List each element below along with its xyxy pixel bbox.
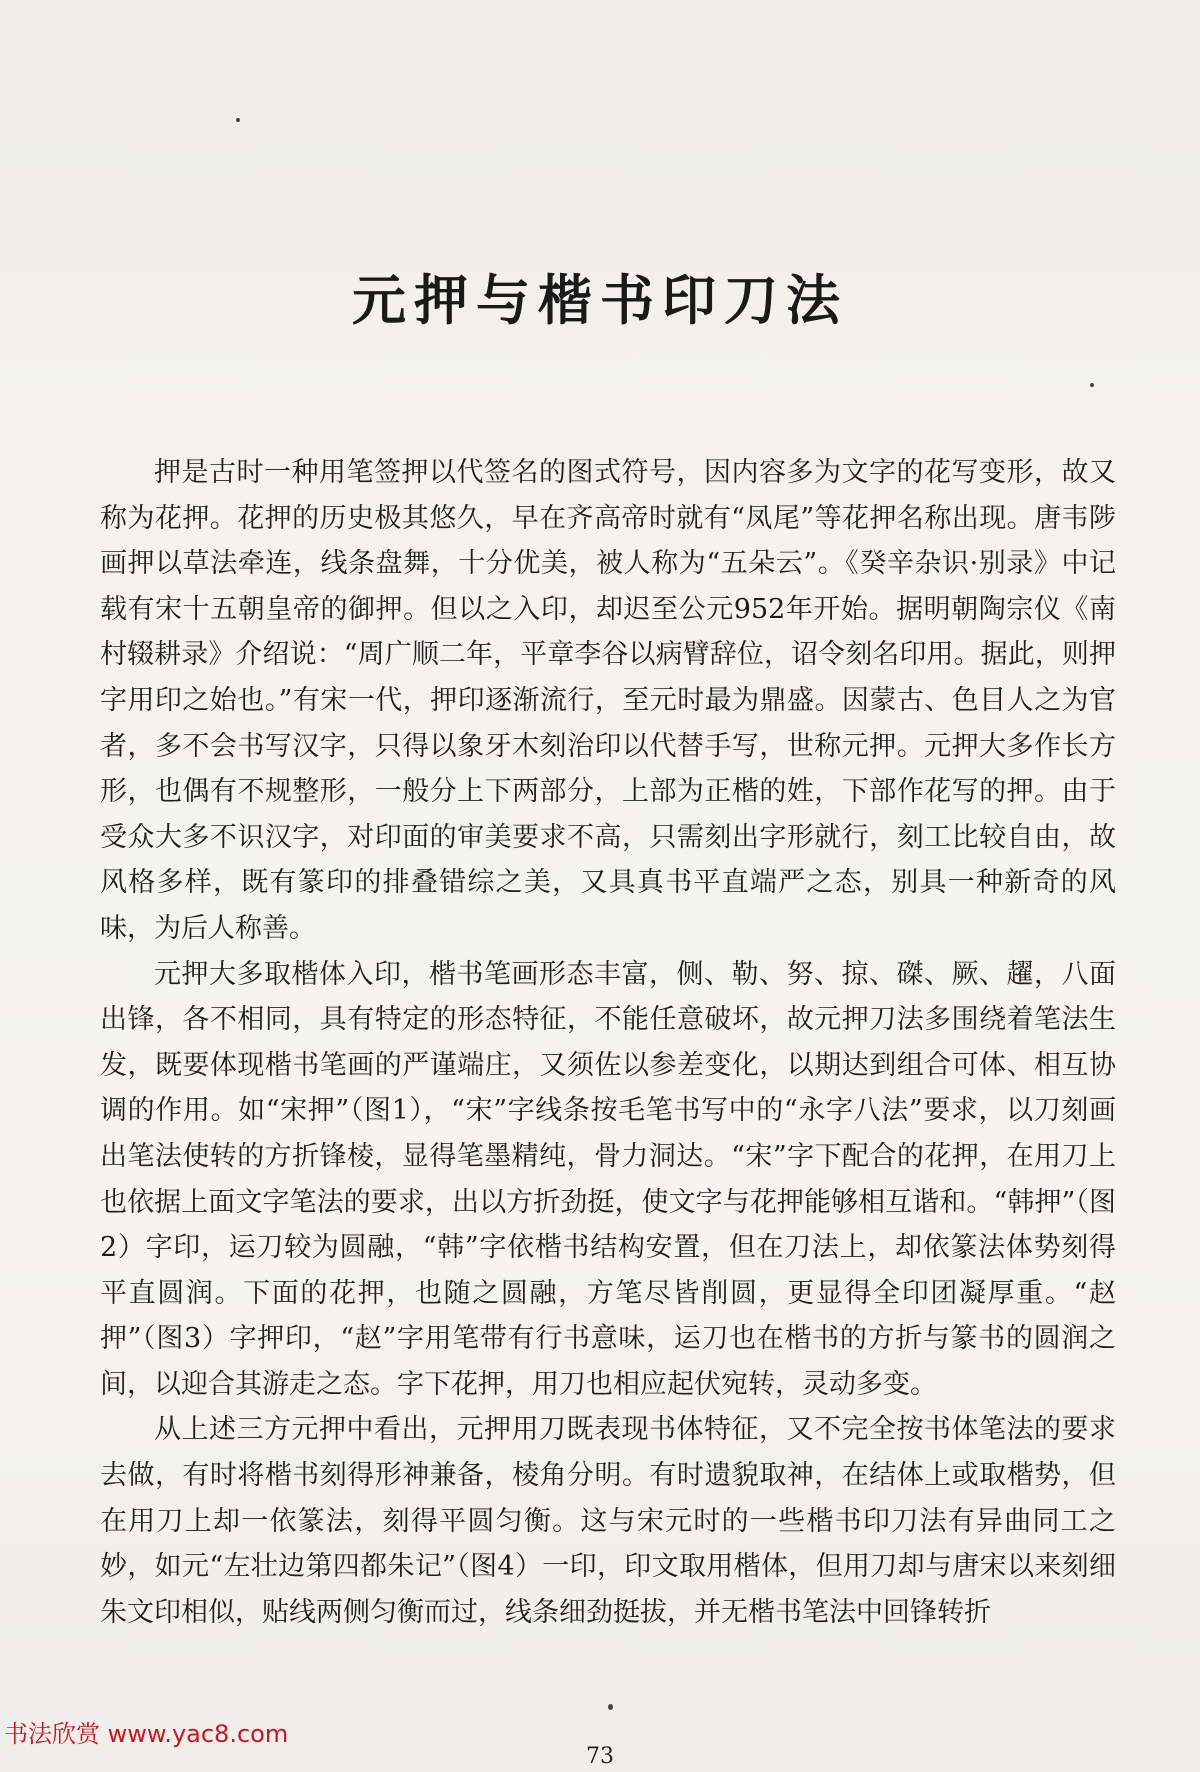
page-title: 元押与楷书印刀法: [352, 268, 848, 333]
article-body: [100, 450, 1116, 1635]
ink-speck: [236, 118, 240, 122]
ink-speck: [1090, 383, 1094, 387]
paragraph-1: 押是古时一种用笔签押以代签名的图式符号，因内容多为文字的花写变形，故又称为花押。花押的历史极其悠久，早在齐高帝时就有“凤尾”等花押名称出现。唐韦陟画押以草法牵连，线条盘舞，十分优美，被人称为“五朵云”。《癸辛杂识·别录》中记载有宋十五朝皇帝的御押。但以之入印，却迟至公元952年开始。据明朝陶宗仪《南村辍耕录》介绍说：“周广顺二年，平章李谷以病臂辞位，诏令刻名印用。据此，则押字用印之始也。”有宋一代，押印逐渐流行，至元时最为鼎盛。因蒙古、色目人之为官者，多不会书写汉字，只得以象牙木刻治印以代替手写，世称元押。元押大多作长方形，也偶有不规整形，一般分上下两部分，上部为正楷的姓，下部作花写的押。由于受众大多不识汉字，对印面的审美要求不高，只需刻出字形就行，刻工比较自由，故风格多样，既有篆印的排叠错综之美，又具真书平直端严之态，别具一种新奇的风味，为后人称善。: [100, 457, 1116, 944]
paragraph-2: 元押大多取楷体入印，楷书笔画形态丰富，侧、勒、努、掠、磔、厥、趯，八面出锋，各不相同，具有特定的形态特征，不能任意破坏，故元押刀法多围绕着笔法生发，既要体现楷书笔画的严谨端庄，又须佐以参差变化，以期达到组合可体、相互协调的作用。如“宋押”（图1），“宋”字线条按毛笔书写中的“永字八法”要求，以刀刻画出笔法使转的方折锋棱，显得笔墨精纯，骨力洞达。“宋”字下配合的花押，在用刀上也依据上面文字笔法的要求，出以方折劲挺，使文字与花押能够相互谐和。“韩押”（图2）字印，运刀较为圆融，“韩”字依楷书结构安置，但在刀法上，却依篆法体势刻得平直圆润。下面的花押，也随之圆融，方笔尽皆削圆，更显得全印团凝厚重。“赵押”（图3）字押印，“赵”字用笔带有行书意味，运刀也在楷书的方折与篆书的圆润之间，以迎合其游走之态。字下花押，用刀也相应起伏宛转，灵动多变。: [100, 958, 1116, 1400]
site-watermark: 书法欣赏 www.yac8.com: [4, 1720, 289, 1748]
paragraph-3: 从上述三方元押中看出，元押用刀既表现书体特征，又不完全按书体笔法的要求去做，有时将楷书刻得形神兼备，棱角分明。有时遗貌取神，在结体上或取楷势，但在用刀上却一依篆法，刻得平圆匀衡。这与宋元时的一些楷书印刀法有异曲同工之妙，如元“左壮边第四都朱记”（图4）一印，印文取用楷体，但用刀却与唐宋以来刻细朱文印相似，贴线两侧匀衡而过，线条细劲挺拔，并无楷书笔法中回锋转折: [100, 1414, 1116, 1628]
ink-speck: [608, 1704, 613, 1710]
page-number: 73: [586, 1744, 614, 1769]
